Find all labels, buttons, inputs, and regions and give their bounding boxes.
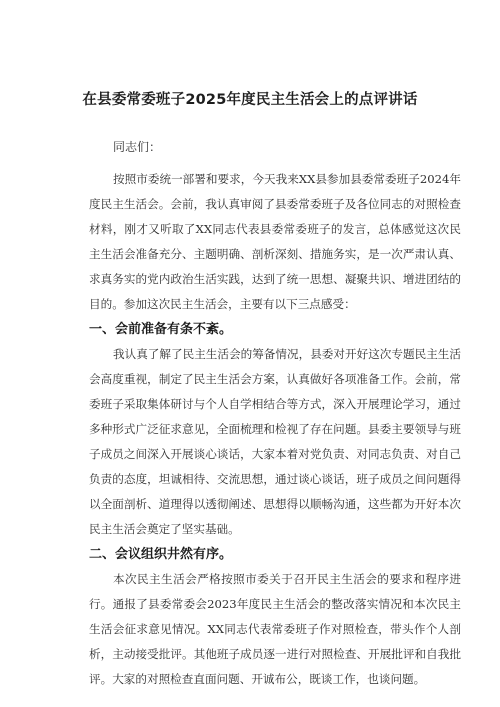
section-heading-1: 一、会前准备有条不紊。 xyxy=(89,322,233,337)
section-body-2: 本次民主生活会严格按照市委关于召开民主生活会的要求和程序进行。通报了县委常委会2023年度民主生活会的整改落实情况和本次民主生活会征求意见情况。XX同志代表常委班子作对照检查，带头作个人剖析，主动接受批评。其他班子成员逐一进行对照检查、开展批评和自我批评。大家的对照检查直面问题、开诚布公，既谈工作，也谈问题。 xyxy=(89,572,461,686)
document-title: 在县委常委班子2025年度民主生活会上的点评讲话 xyxy=(82,92,418,108)
salutation: 同志们： xyxy=(113,140,162,154)
intro-paragraph: 按照市委统一部署和要求，今天我来XX县参加县委常委班子2024年度民主生活会。会前，我认真审阅了县委常委班子及各位同志的对照检查材料，刚才又听取了XX同志代表县委常委班子的发言，总体感觉这次民主生活会准备充分、主题明确、剖析深刻、措施务实，是一次严肃认真、求真务实的党内政治生活实践，达到了统一思想、凝聚共识、增进团结的目的。参加这次民主生活会，主要有以下三点感受： xyxy=(89,172,461,311)
section-body-1: 我认真了解了民主生活会的筹备情况，县委对开好这次专题民主生活会高度重视，制定了民主生活会方案，认真做好各项准备工作。会前，常委班子采取集体研讨与个人自学相结合等方式，深入开展理论学习，通过多种形式广泛征求意见，全面梳理和检视了存在问题。县委主要领导与班子成员之间深入开展谈心谈话，大家本着对党负责、对同志负责、对自己负责的态度，坦诚相待、交流思想，通过谈心谈话，班子成员之间问题得以全面剖析、道理得以透彻阐述、思想得以顺畅沟通，这些都为开好本次民主生活会奠定了坚实基础。 xyxy=(89,347,461,536)
section-heading-2: 二、会议组织井然有序。 xyxy=(89,547,233,562)
document-body xyxy=(89,139,461,692)
